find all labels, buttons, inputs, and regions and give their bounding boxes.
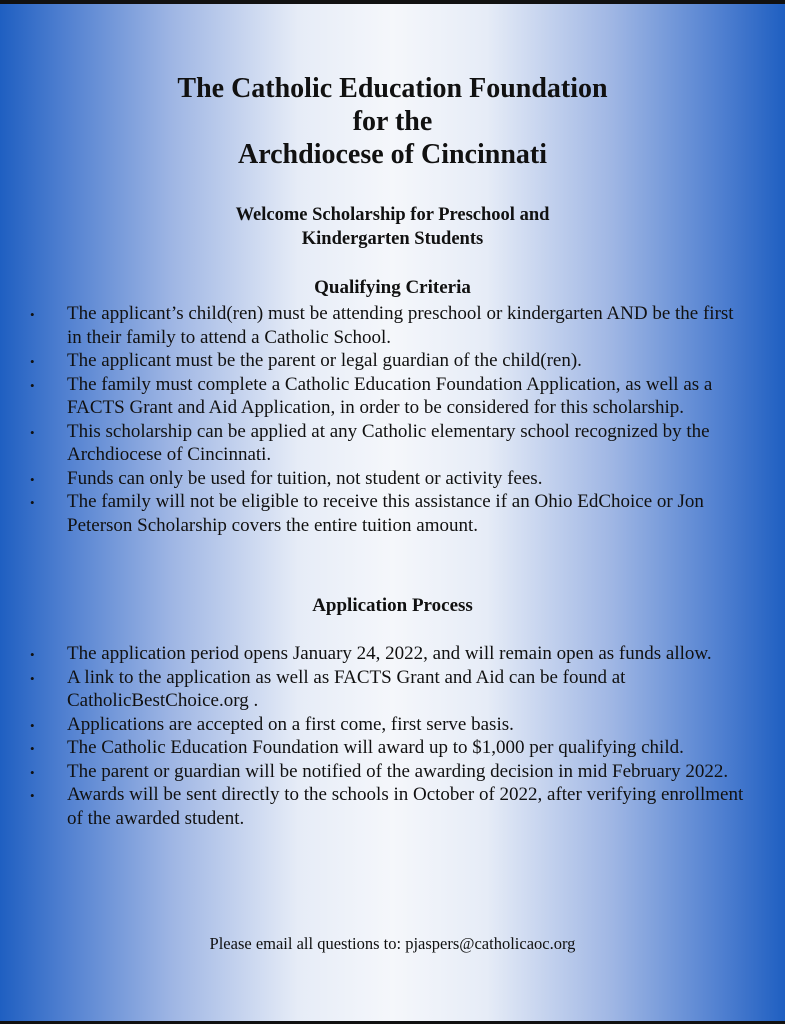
process-item: • Awards will be sent directly to the schools in October of 2022, after verifying enrollment of the awarded student. bbox=[0, 783, 785, 830]
criteria-item: • The family must complete a Catholic Education Foundation Application, as well as a FACTS Grant and Aid Application, in order to be considered for this scholarship. bbox=[0, 373, 785, 420]
process-list bbox=[0, 642, 785, 830]
process-item: • Applications are accepted on a first come, first serve basis. bbox=[0, 713, 785, 737]
subtitle-line-1: Welcome Scholarship for Preschool and bbox=[235, 205, 550, 225]
process-item: • The application period opens January 24, 2022, and will remain open as funds allow. bbox=[0, 642, 785, 666]
flyer-title bbox=[0, 72, 785, 171]
criteria-item: • The applicant must be the parent or legal guardian of the child(ren). bbox=[0, 349, 785, 373]
title-line-1: The Catholic Education Foundation bbox=[177, 73, 608, 104]
criteria-item: • The applicant’s child(ren) must be attending preschool or kindergarten AND be the first in their family to attend a Catholic School. bbox=[0, 302, 785, 349]
process-item: • The parent or guardian will be notified of the awarding decision in mid February 2022. bbox=[0, 760, 785, 784]
process-heading: Application Process bbox=[312, 595, 473, 616]
title-line-3: Archdiocese of Cincinnati bbox=[237, 139, 548, 170]
criteria-heading: Qualifying Criteria bbox=[314, 277, 471, 298]
title-line-2: for the bbox=[352, 106, 433, 137]
contact-line: Please email all questions to: pjaspers@catholicaoc.org bbox=[209, 934, 576, 953]
criteria-list bbox=[0, 302, 785, 537]
subtitle-line-2: Kindergarten Students bbox=[301, 229, 484, 249]
process-item: • A link to the application as well as FACTS Grant and Aid can be found at CatholicBestChoice.org . bbox=[0, 666, 785, 713]
criteria-item: • The family will not be eligible to receive this assistance if an Ohio EdChoice or Jon Peterson Scholarship covers the entire tuition amount. bbox=[0, 490, 785, 537]
scholarship-subtitle bbox=[0, 203, 785, 251]
criteria-item: • This scholarship can be applied at any Catholic elementary school recognized by the Archdiocese of Cincinnati. bbox=[0, 420, 785, 467]
criteria-item: • Funds can only be used for tuition, not student or activity fees. bbox=[0, 467, 785, 491]
process-item: • The Catholic Education Foundation will award up to $1,000 per qualifying child. bbox=[0, 736, 785, 760]
